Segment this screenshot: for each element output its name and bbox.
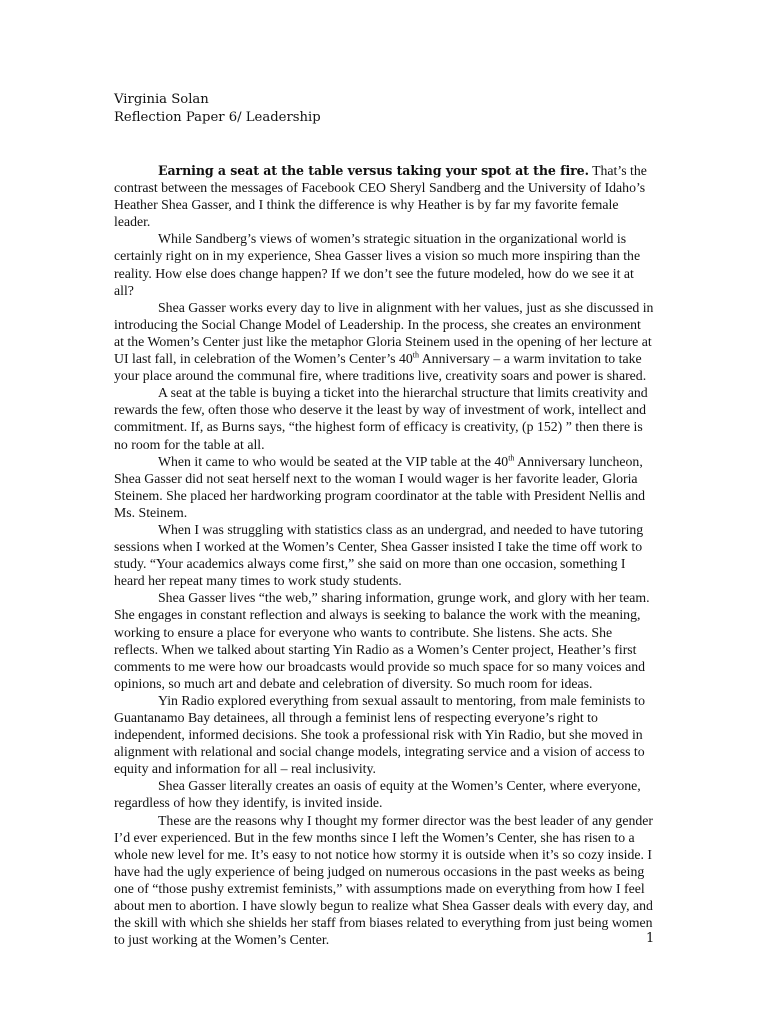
- lead-heading: Earning a seat at the table versus taking your spot at the fire.: [158, 163, 589, 178]
- ordinal-superscript: th: [508, 453, 515, 462]
- paragraph-text: Shea Gasser lives “the web,” sharing information, grunge work, and glory with her team. She engages in constant reflection and always is seeking to balance the work with the meaning, working to ensure a place for everyone who wants to contribute. She listens. She acts. She reflects. When we talked about starting Yin Radio as a Women’s Center project, Heather’s first comments to me were how our broadcasts would provide so much space for so many voices and opinions, so much art and debate and celebration of diversity. So much room for ideas.: [114, 590, 650, 691]
- paragraph-text: Anniversary luncheon, Shea Gasser did not seat herself next to the woman I would wager is her favorite leader, Gloria Steinem. She placed her hardworking program coordinator at the table with President Nellis and Ms. Steinem.: [114, 453, 646, 520]
- paragraph-2: [114, 230, 654, 298]
- paragraph-9: [114, 777, 654, 811]
- document-body: [114, 162, 654, 948]
- paragraph-text: Shea Gasser works every day to live in alignment with her values, just as she discussed in introducing the Social Change Model of Leadership. In the process, she creates an environment at the Women’s Center just like the metaphor Gloria Steinem used in the opening of her lecture at UI last fall, in celebration of the Women’s Center’s 40: [114, 299, 654, 367]
- ordinal-superscript: th: [412, 350, 420, 360]
- paragraph-text: While Sandberg’s views of women’s strategic situation in the organizational world is certainly right on in my experience, Shea Gasser lives a vision so much more inspiring than the reality. How else does change happen? If we don’t see the future modeled, how do we see it at all?: [114, 231, 641, 298]
- paragraph-text: These are the reasons why I thought my former director was the best leader of any gender I’d ever experienced. But in the few months since I left the Women’s Center, she has risen to a whole new level for me. It’s easy to not notice how stormy it is outside when it’s so cozy inside. I have had the ugly experience of being judged on numerous occasions in the past weeks as being one of “those pushy extremist feminists,” with assumptions made on everything from how I feel about men to abortion. I have slowly begun to realize what Shea Gasser deals with every day, and the skill with which she shields her staff from biases related to everything from just being women to just working at the Women’s Center.: [114, 812, 653, 948]
- paragraph-4: [114, 384, 654, 452]
- paragraph-1: [114, 162, 654, 230]
- paragraph-10: [114, 812, 654, 949]
- paragraph-3: [114, 299, 654, 384]
- paragraph-7: [114, 589, 654, 692]
- paragraph-text: Yin Radio explored everything from sexual assault to mentoring, from male feminists to Guantanamo Bay detainees, all through a feminist lens of respecting everyone’s right to independent, informed decisions. She took a professional risk with Yin Radio, but she moved in alignment with relational and social change models, integrating service and a vision of access to equity and information for all – real inclusivity.: [114, 692, 646, 777]
- author-name: Virginia Solan: [114, 92, 209, 107]
- paragraph-5: [114, 453, 654, 521]
- paragraph-text: Anniversary – a warm invitation to take your place around the communal fire, where traditions live, creativity soars and power is shared.: [114, 351, 647, 384]
- paragraph-text: That’s the contrast between the messages of Facebook CEO Sheryl Sandberg and the University of Idaho’s Heather Shea Gasser, and I think the difference is why Heather is by far my favorite female leader.: [114, 163, 647, 230]
- document-header: [114, 91, 321, 127]
- paragraph-6: [114, 521, 654, 589]
- paragraph-text: A seat at the table is buying a ticket into the hierarchal structure that limits creativity and rewards the few, often those who deserve it the least by way of investment of work, intellect and commitment. If, as Burns says, “the highest form of efficacy is creativity, (p 152) ” then there is no room for the table at all.: [114, 385, 648, 452]
- page-number: 1: [646, 931, 655, 946]
- paragraph-text: Shea Gasser literally creates an oasis of equity at the Women’s Center, where everyone, regardless of how they identify, is invited inside.: [114, 778, 641, 811]
- paragraph-text: When I was struggling with statistics class as an undergrad, and needed to have tutoring sessions when I worked at the Women’s Center, Shea Gasser insisted I take the time off work to study. “Your academics always come first,” she said on more than one occasion, something I heard her repeat many times to work study students.: [114, 521, 644, 589]
- paragraph-text: When it came to who would be seated at the VIP table at the 40: [158, 453, 509, 469]
- paragraph-8: [114, 692, 654, 777]
- paper-title: Reflection Paper 6/ Leadership: [114, 110, 321, 125]
